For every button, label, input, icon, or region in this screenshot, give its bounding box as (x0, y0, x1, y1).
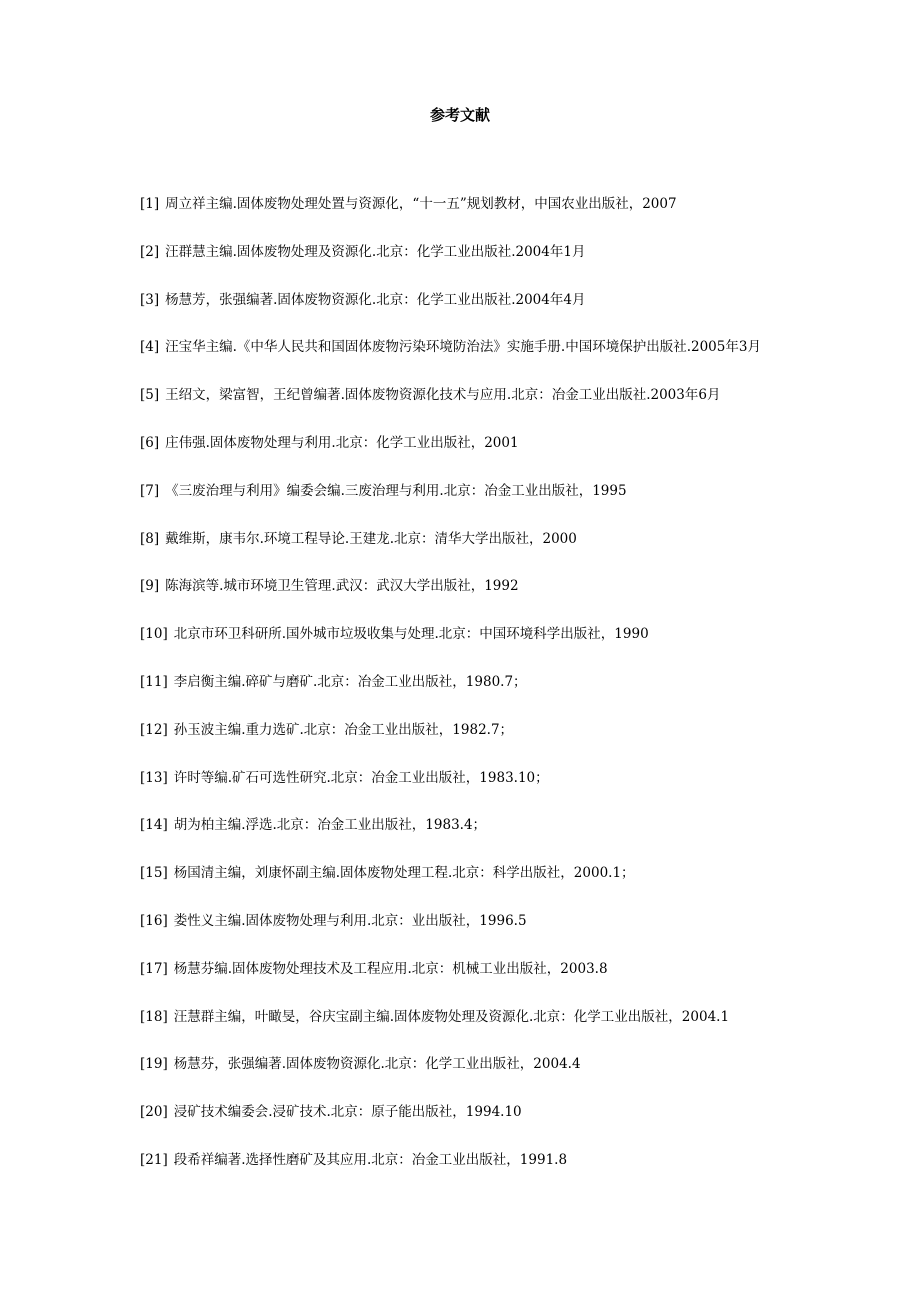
reference-number: [15] (140, 865, 168, 882)
reference-text: 许时等编.矿石可选性研究.北京：冶金工业出版社，1983.10； (173, 769, 549, 786)
reference-item (140, 862, 910, 910)
reference-item (140, 480, 910, 528)
reference-number: [1] (140, 196, 160, 212)
reference-text: 《三废治理与利用》编委会编.三废治理与利用.北京：冶金工业出版社，1995 (165, 482, 627, 499)
reference-list (140, 193, 910, 1197)
reference-number: [13] (140, 769, 168, 786)
reference-number: [3] (140, 291, 160, 308)
reference-text: 北京市环卫科研所.国外城市垃圾收集与处理.北京：中国环境科学出版社，1990 (173, 626, 649, 643)
reference-number: [8] (140, 530, 160, 547)
reference-text: 汪群慧主编.固体废物处理及资源化.北京：化学工业出版社.2004年1月 (165, 243, 586, 260)
reference-item (140, 384, 910, 432)
reference-text: 孙玉波主编.重力选矿.北京：冶金工业出版社，1982.7； (173, 721, 514, 738)
reference-number: [6] (140, 434, 160, 451)
reference-number: [2] (140, 243, 160, 260)
reference-text: 汪宝华主编.《中华人民共和国固体废物污染环境防治法》实施手册.中国环境保护出版社.2005年3月 (165, 339, 761, 356)
reference-text: 戴维斯，康韦尔.环境工程导论.王建龙.北京：清华大学出版社，2000 (165, 530, 577, 547)
reference-number: [20] (140, 1104, 168, 1121)
reference-text: 段希祥编著.选择性磨矿及其应用.北京：冶金工业出版社，1991.8 (173, 1151, 568, 1168)
reference-item (140, 432, 910, 480)
reference-text: 庄伟强.固体废物处理与利用.北京：化学工业出版社，2001 (165, 434, 519, 451)
reference-number: [11] (140, 673, 168, 690)
reference-number: [19] (140, 1056, 168, 1073)
reference-item (140, 1053, 910, 1101)
reference-item (140, 671, 910, 719)
reference-item (140, 623, 910, 671)
reference-item (140, 575, 910, 623)
reference-number: [4] (140, 339, 160, 356)
reference-text: 陈海滨等.城市环境卫生管理.武汉：武汉大学出版社，1992 (165, 578, 519, 595)
reference-item (140, 336, 910, 384)
reference-number: [12] (140, 721, 168, 738)
reference-number: [7] (140, 482, 160, 499)
reference-text: 汪慧群主编，叶瞰旻，谷庆宝副主编.固体废物处理及资源化.北京：化学工业出版社，2004.1 (173, 1008, 730, 1025)
reference-item (140, 814, 910, 862)
reference-number: [10] (140, 626, 168, 643)
reference-item (140, 193, 910, 241)
reference-text: 杨国清主编，刘康怀副主编.固体废物处理工程.北京：科学出版社，2000.1； (173, 865, 635, 882)
page-title: 参考文献 (429, 106, 490, 124)
reference-text: 杨慧芬编.固体废物处理技术及工程应用.北京：机械工业出版社，2003.8 (173, 960, 608, 977)
reference-item (140, 958, 910, 1006)
reference-item (140, 719, 910, 767)
reference-text: 浸矿技术编委会.浸矿技术.北京：原子能出版社，1994.10 (173, 1104, 522, 1121)
reference-number: [17] (140, 960, 168, 977)
reference-item (140, 1149, 910, 1197)
reference-item (140, 910, 910, 958)
reference-item (140, 241, 910, 289)
reference-text: 杨慧芳，张强编著.固体废物资源化.北京：化学工业出版社.2004年4月 (165, 291, 586, 308)
reference-item (140, 767, 910, 815)
reference-item (140, 1101, 910, 1149)
reference-text: 李启衡主编.碎矿与磨矿.北京：冶金工业出版社，1980.7； (173, 673, 527, 690)
reference-item (140, 1006, 910, 1054)
reference-number: [14] (140, 817, 168, 834)
reference-text: 娄性义主编.固体废物处理与利用.北京：业出版社，1996.5 (173, 912, 527, 929)
reference-number: [9] (140, 578, 160, 595)
reference-text: 王绍文，梁富智，王纪曾编著.固体废物资源化技术与应用.北京：冶金工业出版社.2003年6月 (165, 387, 721, 404)
reference-text: 胡为柏主编.浮选.北京：冶金工业出版社，1983.4； (173, 817, 487, 834)
reference-number: [18] (140, 1008, 168, 1025)
reference-text: 周立祥主编.固体废物处理处置与资源化，“十一五”规划教材，中国农业出版社，2007 (165, 196, 677, 212)
reference-number: [16] (140, 912, 168, 929)
reference-number: [5] (140, 387, 160, 404)
reference-text: 杨慧芬，张强编著.固体废物资源化.北京：化学工业出版社，2004.4 (173, 1056, 581, 1073)
reference-item (140, 528, 910, 576)
reference-number: [21] (140, 1151, 168, 1168)
reference-item (140, 289, 910, 337)
